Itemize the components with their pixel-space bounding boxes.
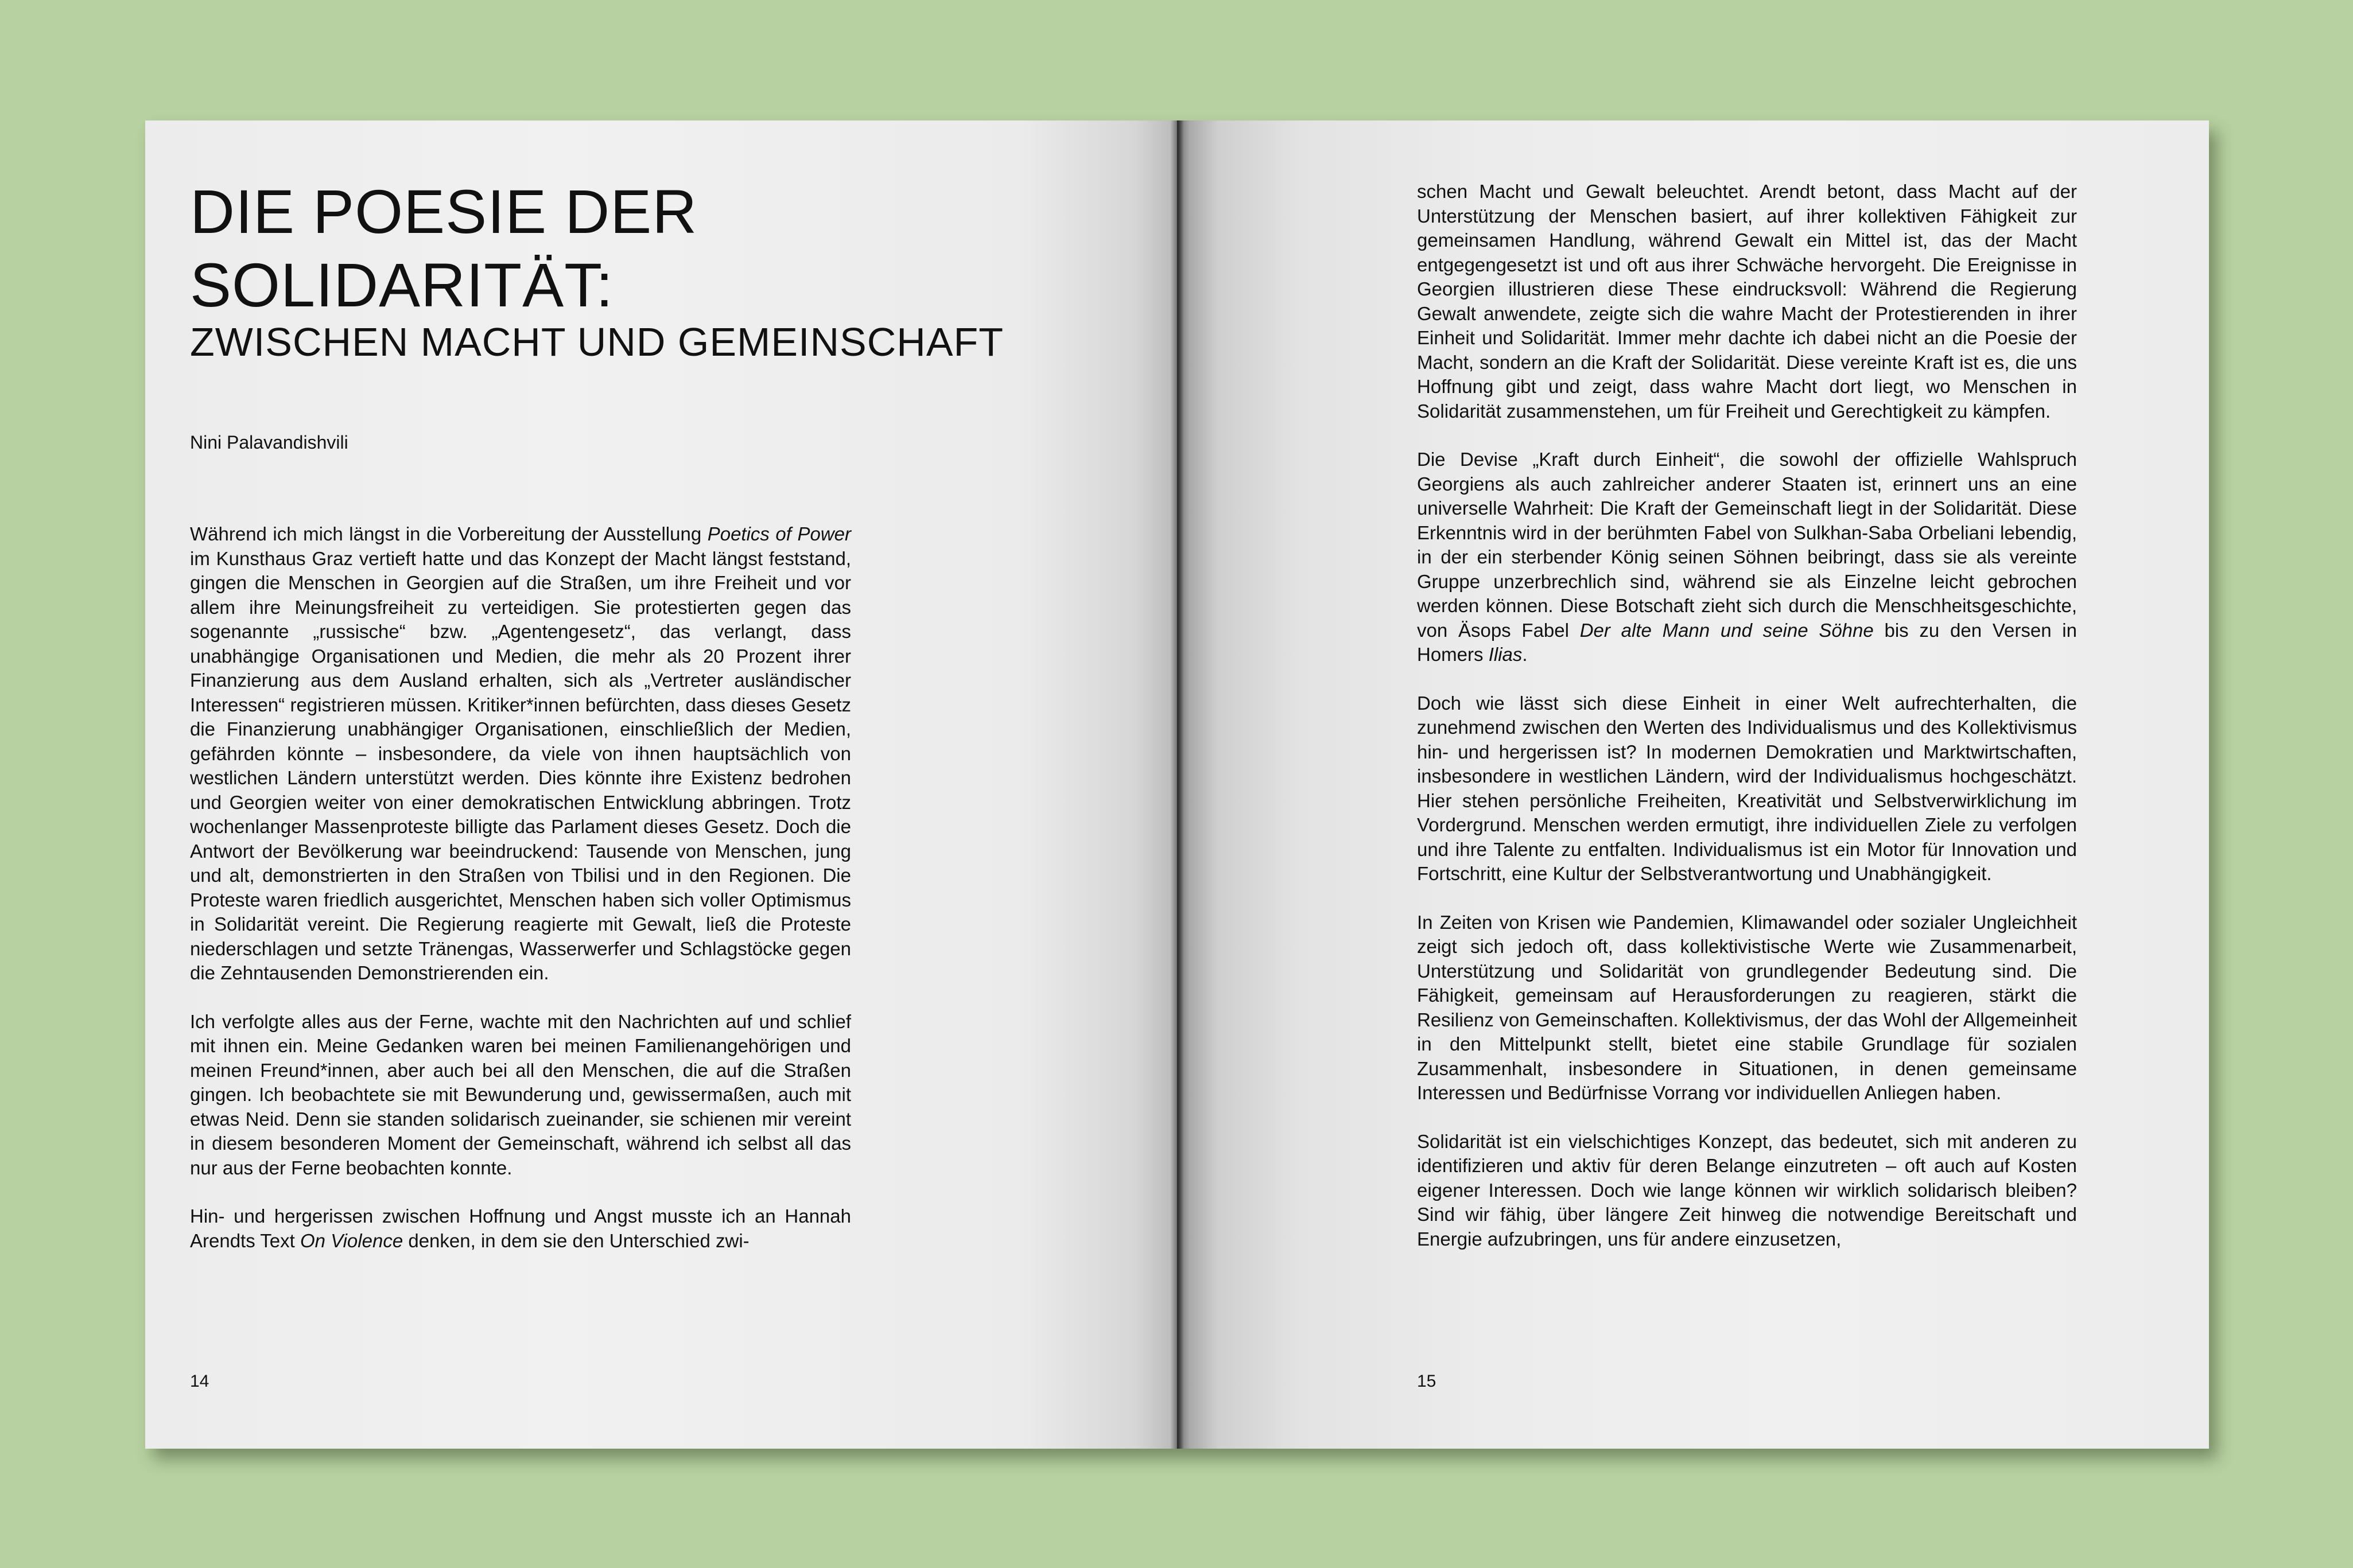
paragraph: In Zeiten von Krisen wie Pandemien, Klimawandel oder sozialer Ungleichheit zeigt sich jedoch oft, dass kollektivistische Werte wie Zusammenarbeit, Unterstützung und Solidarität von grundlegender Bedeutung sind. Die Fähigkeit, gemeinsam auf Herausforderungen zu reagieren, stärkt die Resilienz von Gemeinschaften. Kollektivismus, der das Wohl der Allgemeinheit in den Mittelpunkt stellt, bietet eine stabile Grundlage für sozialen Zusammenhalt, insbesondere in Situationen, in denen gemeinsame Interessen und Bedürfnisse Vorrang vor individuellen Anliegen haben. (1417, 911, 2077, 1103)
right-page (1177, 120, 2209, 1449)
article-subtitle: ZWISCHEN MACHT UND GEMEINSCHAFT (190, 320, 1004, 364)
page-number-left: 14 (190, 1372, 209, 1391)
article-title: DIE POESIE DER SOLIDARITÄT: (190, 177, 698, 320)
paragraph: Solidarität ist ein vielschichtiges Konzept, das bedeutet, sich mit anderen zu identifizieren und aktiv für deren Belange einzutreten – oft auch auf Kosten eigener Interessen. Doch wie lange können wir wirklich solidarisch bleiben? Sind wir fähig, über längere Zeit hinweg die notwendige Bereitschaft und Energie aufzubringen, uns für andere einzusetzen, (1417, 1130, 2077, 1250)
author-name: Nini Palavandishvili (190, 432, 348, 453)
paragraph: Hin- und hergerissen zwischen Hoffnung und Angst musste ich an Hannah Arendts Text On Violence denken, in dem sie den Unterschied zwi- (190, 1205, 851, 1251)
page-number-right: 15 (1417, 1372, 1436, 1391)
left-page (145, 120, 1177, 1449)
right-body-text (1417, 180, 2077, 1251)
paragraph: Während ich mich längst in die Vorbereitung der Ausstellung Poetics of Power im Kunsthaus Graz vertieft hatte und das Konzept der Macht längst feststand, gingen die Menschen in Georgien auf die Straßen, um ihre Freiheit und vor allem ihre Meinungsfreiheit zu verteidigen. Sie protestierten gegen das sogenannte „russische“ bzw. „Agentengesetz“, das verlangt, dass unabhängige Organisationen und Medien, die mehr als 20 Prozent ihrer Finanzierung aus dem Ausland erhalten, sich als „Vertreter ausländischer Interessen“ registrieren müssen. Kritiker*innen befürchten, dass dieses Gesetz die Finanzierung unabhängiger Organisationen, einschließlich der Medien, gefährden könnte – insbesondere, da viele von ihnen hauptsächlich von westlichen Ländern unterstützt werden. Dies könnte ihre Existenz bedrohen und Georgien weiter von einer demokratischen Entwicklung abbringen. Trotz wochenlanger Massenproteste billigte das Parlament dieses Gesetz. Doch die Antwort der Bevölkerung war beeindruckend: Tausende von Menschen, jung und alt, demonstrierten in den Straßen von Tbilisi und in den Regionen. Die Proteste waren friedlich ausgerichtet, Menschen haben sich voller Optimismus in Solidarität vereint. Die Regierung reagierte mit Gewalt, ließ die Proteste niederschlagen und setzte Tränengas, Wasserwerfer und Schlagstöcke gegen die Zehntausenden Demonstrierenden ein. (190, 523, 851, 983)
paragraph: Ich verfolgte alles aus der Ferne, wachte mit den Nachrichten auf und schlief mit ihnen ein. Meine Gedanken waren bei meinen Familienangehörigen und meinen Freund*innen, aber auch bei all den Menschen, die auf die Straßen gingen. Ich beobachtete sie mit Bewunderung und, gewissermaßen, auch mit etwas Neid. Denn sie standen solidarisch zueinander, sie schienen mir vereint in diesem besonderen Moment der Gemeinschaft, während ich selbst all das nur aus der Ferne beobachten konnte. (190, 1010, 851, 1178)
book-gutter (1170, 120, 1184, 1449)
paragraph: schen Macht und Gewalt beleuchtet. Arendt betont, dass Macht auf der Unterstützung der Menschen basiert, auf ihrer kollektiven Fähigkeit zur gemeinsamen Handlung, während Gewalt ein Mittel ist, das der Macht entgegengesetzt ist und oft aus ihrer Schwäche hervorgeht. Die Ereignisse in Georgien illustrieren diese These eindrucksvoll: Während die Regierung Gewalt anwendete, zeigte sich die wahre Macht der Protestierenden in ihrer Einheit und Solidarität. Immer mehr dachte ich dabei nicht an die Poesie der Macht, sondern an die Kraft der Solidarität. Diese vereinte Kraft ist es, die uns Hoffnung gibt und zeigt, dass wahre Macht dort liegt, wo Menschen in Solidarität zusammenstehen, um für Freiheit und Gerechtigkeit zu kämpfen. (1417, 181, 2077, 422)
paragraph: Doch wie lässt sich diese Einheit in einer Welt aufrechterhalten, die zunehmend zwischen den Werten des Individualismus und des Kollektivismus hin- und hergerissen ist? In modernen Demokratien und Marktwirtschaften, insbesondere in westlichen Ländern, wird der Individualismus hochgeschätzt. Hier stehen persönliche Freiheiten, Kreativität und Selbstverwirklichung im Vordergrund. Menschen werden ermutigt, ihre individuellen Ziele zu verfolgen und ihre Talente zu entfalten. Individualismus ist ein Motor für Innovation und Fortschritt, eine Kultur der Selbstverantwortung und Unabhängigkeit. (1417, 692, 2077, 884)
left-body-text (190, 522, 851, 1253)
paragraph: Die Devise „Kraft durch Einheit“, die sowohl der offizielle Wahlspruch Georgiens als auch zahlreicher anderer Staaten ist, erinnert uns an eine universelle Wahrheit: Die Kraft der Gemeinschaft liegt in der Solidarität. Diese Erkenntnis wird in der berühmten Fabel von Sulkhan-Saba Orbeliani lebendig, in der ein sterbender König seinen Söhnen beibringt, dass sie als vereinte Gruppe unzerbrechlich sind, während sie als Einzelne leicht gebrochen werden können. Diese Botschaft zieht sich durch die Menschheitsgeschichte, von Äsops Fabel Der alte Mann und seine Söhne bis zu den Versen in Homers Ilias. (1417, 449, 2077, 665)
magazine-spread (145, 120, 2209, 1449)
